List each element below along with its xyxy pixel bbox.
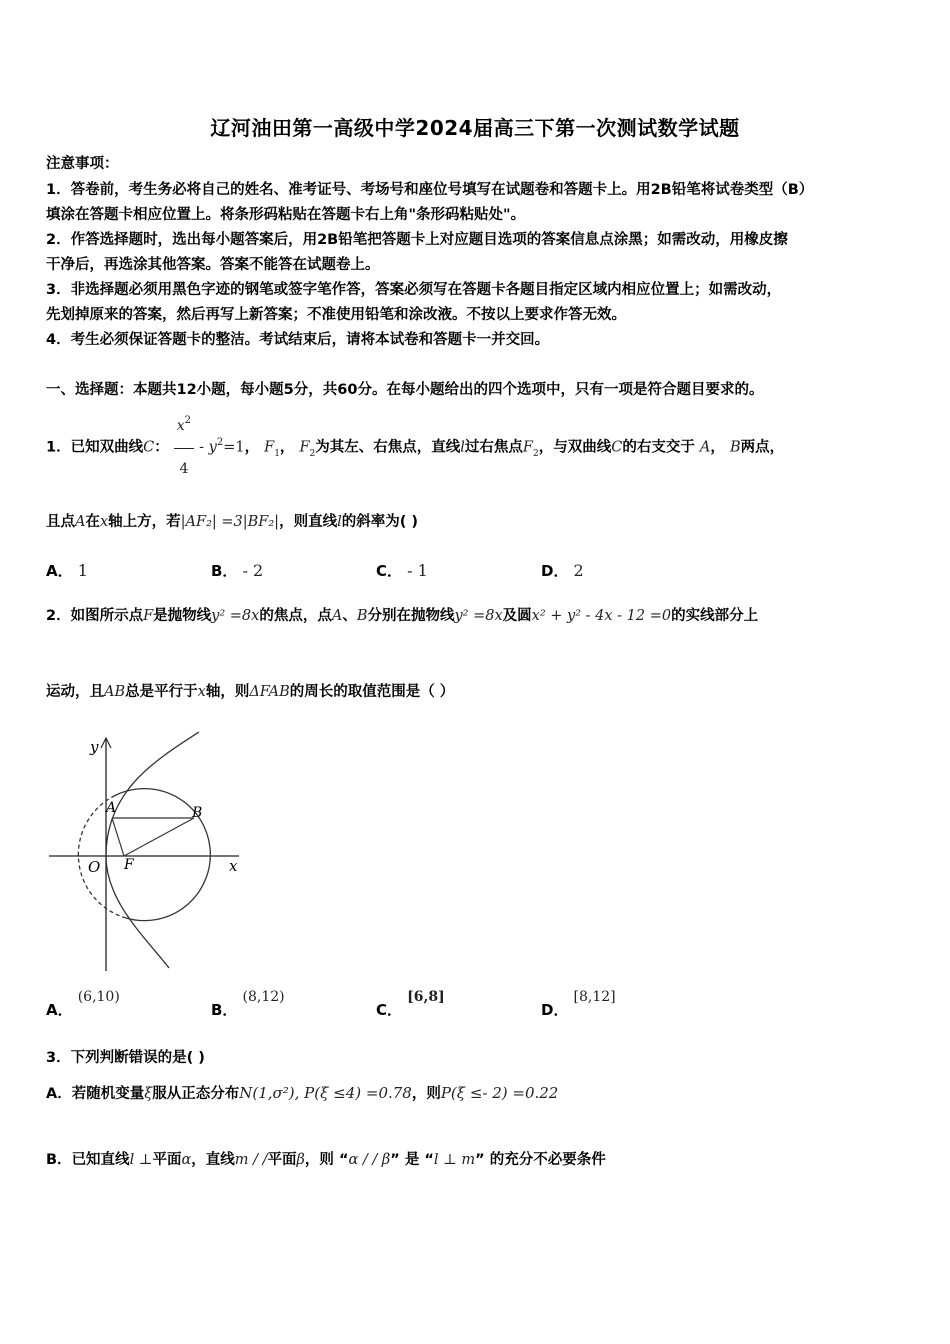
q1-math: l — [337, 514, 342, 530]
q1-math: x — [99, 514, 109, 530]
fig-label-f: F — [124, 857, 134, 873]
q1-text: 为其左、右焦点，直线 — [315, 439, 461, 456]
q2-text: 是抛物线 — [153, 608, 212, 624]
q1-text: 在 — [85, 514, 100, 530]
q1-text: ， — [244, 439, 260, 456]
q2-text: 2．如图所示点 — [46, 608, 144, 624]
fig-label-x: x — [229, 857, 238, 875]
notice-line-5: 3．非选择题必须用黑色字迹的钢笔或签字笔作答，答案必须写在答题卡各题目指定区域内相应位置上；如需改动， — [46, 282, 782, 298]
q2-option-b[interactable]: B． (8,12) — [211, 989, 285, 1019]
q3-text: ，则 “ — [304, 1152, 349, 1168]
q1-math: F — [299, 439, 310, 456]
q2-math: A — [331, 608, 343, 624]
q1-text: 轴上方，若 — [108, 514, 181, 530]
q3-text: 若随机变量 — [71, 1086, 145, 1102]
q1-fraction — [174, 406, 194, 489]
q1-option-b[interactable]: B． - 2 — [211, 561, 264, 580]
q3-math: N(1,σ²), P(ξ ≤4) =0.78 — [239, 1084, 412, 1102]
q1-math: F — [522, 439, 533, 456]
q1-math: x — [176, 418, 185, 434]
q2-line-1 — [46, 604, 758, 625]
q3-option-a[interactable] — [46, 1082, 558, 1103]
q2-math: AB — [104, 684, 126, 700]
q3-math: β — [296, 1152, 305, 1168]
q1-text: 的右支交于 — [622, 439, 695, 456]
q2-figure — [44, 726, 254, 976]
notice-line-1: 1．答卷前，考生务必将自己的姓名、准考证号、考场号和座位号填写在试题卷和答题卡上。用2B铅笔将试卷类型（B） — [46, 182, 814, 198]
q2-math: x — [197, 684, 206, 700]
q1-text: 两点， — [740, 439, 785, 456]
q1-math: =1 — [223, 439, 245, 456]
q2-text: 及圆 — [502, 608, 532, 624]
q1-option-d[interactable]: D． 2 — [541, 561, 584, 580]
q1-text: ，与双曲线 — [538, 439, 612, 456]
q3-math: m / / — [234, 1152, 268, 1168]
fig-label-y: y — [90, 738, 99, 756]
q2-math: ΔFAB — [249, 684, 290, 700]
q1-math: - y — [199, 439, 217, 456]
q2-option-d[interactable]: D． [8,12] — [541, 989, 616, 1019]
q3-text: 平面 — [267, 1152, 297, 1168]
q2-line-2 — [46, 680, 454, 701]
q1-text: 1．已知双曲线 — [46, 439, 144, 456]
q2-math: B — [356, 608, 368, 624]
q1-line-1 — [46, 406, 784, 489]
q3-option-b[interactable] — [46, 1148, 606, 1169]
notice-line-2: 填涂在答题卡相应位置上。将条形码粘贴在答题卡右上角"条形码粘贴处"。 — [46, 207, 526, 223]
q1-line-2 — [46, 510, 418, 531]
q1-math: C — [611, 439, 623, 456]
q1-math: 4 — [179, 461, 189, 477]
q1-text: ， — [710, 439, 725, 456]
q1-option-c[interactable]: C． - 1 — [376, 561, 428, 580]
page-title: 辽河油田第一高级中学2024届高三下第一次测试数学试题 — [210, 116, 740, 140]
q2-text: 的周长的取值范围是（ ） — [289, 684, 455, 700]
notice-heading: 注意事项： — [46, 156, 119, 172]
q3-math: l ⊥ m — [433, 1152, 476, 1168]
q3-stem: 3．下列判断错误的是( ) — [46, 1050, 205, 1066]
q2-text: 、 — [342, 608, 357, 624]
q1-math: B — [729, 439, 741, 456]
q1-math: A — [699, 439, 711, 456]
q1-text: ， — [279, 439, 295, 456]
q1-math: l — [460, 439, 465, 456]
q1-math: A — [75, 514, 86, 530]
q1-text: 的斜率为( ) — [341, 514, 419, 530]
notice-line-4: 干净后，再选涂其他答案。答案不能答在试题卷上。 — [46, 257, 380, 273]
q2-text: 的实线部分上 — [671, 608, 759, 624]
q1-math: C — [143, 439, 155, 456]
notice-line-7: 4．考生必须保证答题卡的整洁。考试结束后，请将本试卷和答题卡一并交回。 — [46, 332, 550, 348]
q1-text: ： — [154, 439, 169, 456]
q3-label: B． — [46, 1152, 72, 1168]
q3-label: A． — [46, 1086, 72, 1102]
q1-text: 且点 — [46, 514, 75, 530]
notice-line-3: 2．作答选择题时，选出每小题答案后，用2B铅笔把答题卡上对应题目选项的答案信息点涂黑；如需改动，用橡皮擦 — [46, 232, 788, 248]
q3-text: ” 的充分不必要条件 — [475, 1152, 606, 1168]
q2-text: 分别在抛物线 — [367, 608, 455, 624]
q3-text: 平面 — [152, 1152, 182, 1168]
q1-text: ，则直线 — [279, 514, 338, 530]
q3-math: ξ — [144, 1086, 153, 1102]
q3-math: l ⊥ — [129, 1152, 153, 1168]
q1-math: 2 — [216, 436, 224, 448]
q3-math: α / / β — [348, 1152, 391, 1168]
parabola-curve — [106, 732, 199, 968]
q2-math: y² =8x — [454, 608, 503, 624]
q2-math: F — [143, 608, 154, 624]
q1-math: F — [264, 439, 275, 456]
q2-math: x² + y² - 4x - 12 =0 — [531, 608, 672, 624]
notice-line-6: 先划掉原来的答案，然后再写上新答案；不准使用铅笔和涂改液。不按以上要求作答无效。 — [46, 307, 626, 323]
q3-text: 服从正态分布 — [152, 1086, 240, 1102]
section-heading: 一、选择题：本题共12小题，每小题5分，共60分。在每小题给出的四个选项中，只有一项是符合题目要求的。 — [46, 382, 764, 398]
segment-bf — [124, 818, 194, 856]
q3-math: α — [181, 1152, 192, 1168]
fig-label-o: O — [88, 858, 101, 876]
q3-text: 已知直线 — [71, 1152, 130, 1168]
q1-text: 过右焦点 — [464, 439, 523, 456]
q3-text: ，则 — [411, 1086, 441, 1102]
q2-math: y² =8x — [211, 608, 260, 624]
q1-math: 2 — [309, 448, 316, 459]
q1-math: 2 — [184, 415, 192, 426]
q1-math: 1 — [274, 448, 280, 459]
q1-option-a[interactable]: A． 1 — [46, 561, 88, 580]
q2-text: 轴，则 — [205, 684, 250, 700]
q2-option-a[interactable]: A． (6,10) — [46, 989, 120, 1019]
q3-text: ” 是 “ — [390, 1152, 434, 1168]
q1-math: 2 — [532, 448, 539, 459]
q2-text: 的焦点，点 — [259, 608, 332, 624]
fig-label-a: A — [106, 800, 117, 816]
fig-label-b: B — [192, 805, 203, 821]
segment-af — [112, 818, 124, 856]
q2-text: 运动，且 — [46, 684, 104, 700]
circle-dashed-arc — [78, 796, 126, 918]
q2-text: 总是平行于 — [125, 684, 198, 700]
q1-condition: |AF₂| =3|BF₂| — [180, 514, 280, 530]
q3-math: P(ξ ≤- 2) =0.22 — [440, 1084, 559, 1102]
q3-text: ，直线 — [191, 1152, 235, 1168]
q2-option-c[interactable]: C． [6,8] — [376, 989, 445, 1019]
